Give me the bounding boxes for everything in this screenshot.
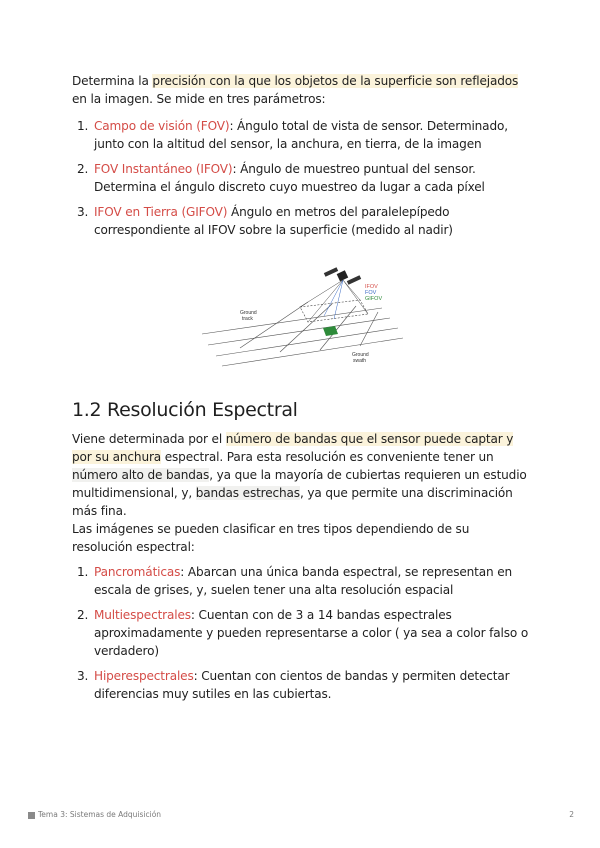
list-item [72, 160, 534, 196]
spectral-text-2: espectral. Para esta resolución es conveniente tener un [161, 450, 494, 464]
classify-paragraph: Las imágenes se pueden clasificar en tres tipos dependiendo de su resolución espectral: [72, 522, 470, 554]
list-term: Multiespectrales [94, 608, 191, 622]
label-ground-swath-2: swath [353, 358, 367, 364]
list-text: : Cuentan con cientos de bandas y permiten detectar diferencias muy sutiles en las cubiertas. [94, 669, 510, 701]
spectral-text-3: , ya que la mayoría de cubiertas requieren un estudio multidimensional, y, [72, 468, 527, 500]
list-number: 1. [77, 565, 89, 579]
label-fov: FOV [365, 290, 377, 296]
page-number: 2 [569, 810, 574, 819]
label-ground-swath-1: Ground [352, 352, 369, 358]
types-list [72, 563, 534, 703]
spectral-paragraph [72, 430, 532, 520]
list-number: 3. [77, 669, 89, 683]
spectral-highlight-2: número alto de bandas [72, 468, 210, 482]
list-number: 3. [77, 205, 89, 219]
list-item [72, 606, 534, 660]
list-term: Hiperespectrales [94, 669, 194, 683]
page-footer [28, 810, 574, 822]
list-number: 2. [77, 162, 89, 176]
list-item [72, 117, 534, 153]
list-text: : Ángulo total de vista de sensor. Determinado, junto con la altitud del sensor, la anchura, en tierra, de la imagen [94, 119, 508, 151]
list-text: : Cuentan con de 3 a 14 bandas espectrales aproximadamente y pueden representarse a color ( ya sea a color falso o verdadero) [94, 608, 529, 658]
label-gifov: GIFOV [365, 296, 383, 302]
list-text: Ángulo en metros del paralelepípedo correspondiente al IFOV sobre la superficie (medido al nadir) [94, 205, 453, 237]
document-icon [28, 812, 35, 819]
spectral-highlight-1: número de bandas que el sensor puede captar y por su anchura [72, 432, 514, 464]
list-item [72, 203, 534, 239]
list-number: 2. [77, 608, 89, 622]
section-title: 1.2 Resolución Espectral [72, 399, 298, 421]
list-term: Pancromáticas [94, 565, 181, 579]
label-ground-track-1: Ground [240, 310, 257, 316]
list-text: : Ángulo de muestreo puntual del sensor. Determina el ángulo discreto cuyo muestreo da lugar a cada píxel [94, 162, 485, 194]
label-ifov: IFOV [365, 284, 378, 290]
sensor-fov-diagram [200, 262, 405, 372]
footer-title: Tema 3: Sistemas de Adquisición [38, 810, 162, 819]
list-text: : Abarcan una única banda espectral, se representan en escala de grises, y, suelen tener una alta resolución espacial [94, 565, 513, 597]
intro-text-post: en la imagen. Se mide en tres parámetros: [72, 92, 326, 106]
list-number: 1. [77, 119, 89, 133]
list-term: IFOV en Tierra (GIFOV) [94, 205, 228, 219]
list-term: Campo de visión (FOV) [94, 119, 230, 133]
list-item [72, 563, 534, 599]
spectral-highlight-3: bandas estrechas [195, 486, 300, 500]
parameters-list [72, 117, 534, 239]
spectral-text-1: Viene determinada por el [72, 432, 226, 446]
intro-paragraph [72, 72, 532, 108]
intro-text-pre: Determina la [72, 74, 153, 88]
list-item [72, 667, 534, 703]
intro-highlight: precisión con la que los objetos de la superficie son reflejados [152, 74, 519, 88]
list-term: FOV Instantáneo (IFOV) [94, 162, 233, 176]
spectral-text-4: , ya que permite una discriminación más fina. [72, 486, 513, 518]
label-ground-track-2: track [242, 316, 253, 322]
fov-cone [300, 280, 368, 322]
